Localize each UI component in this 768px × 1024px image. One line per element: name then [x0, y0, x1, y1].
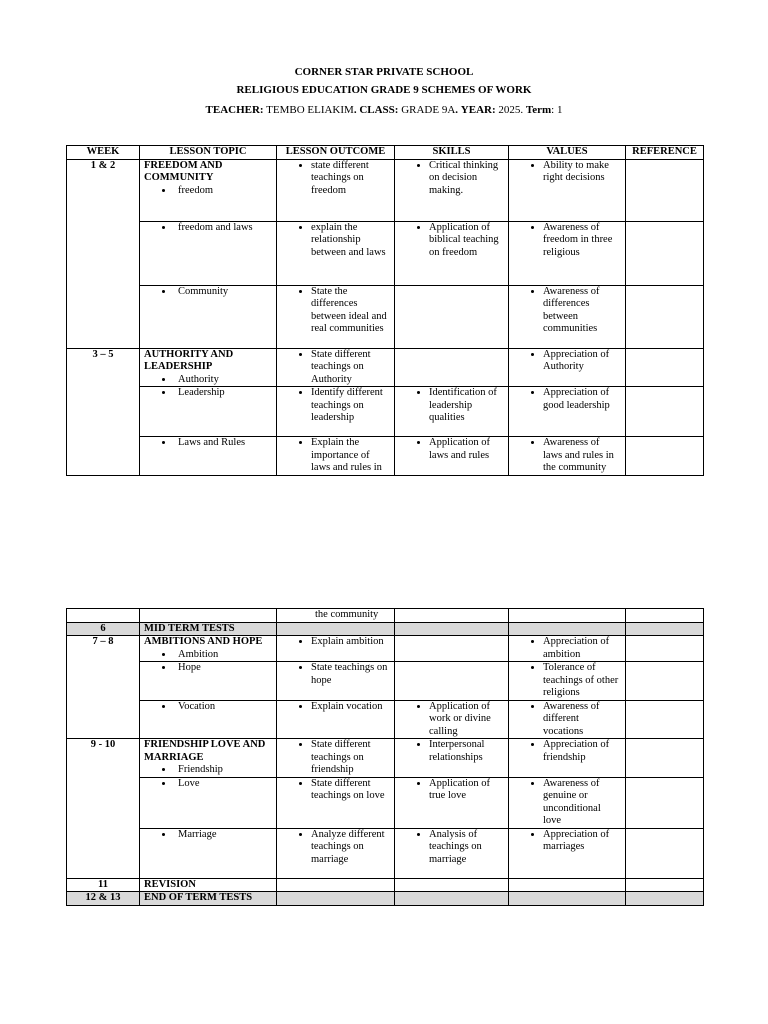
topic-cell: MID TERM TESTS [140, 622, 277, 636]
skills-text: • Application of laws and rules [429, 437, 504, 462]
values-cell [509, 739, 626, 778]
table-row [67, 609, 704, 623]
outcome-text: • State different teachings on love [311, 778, 390, 803]
values-text: • Awareness of different vocations [543, 701, 621, 739]
reference-cell [626, 636, 704, 662]
term-value: : 1 [551, 104, 563, 116]
topic-title: AUTHORITY AND LEADERSHIP [144, 348, 234, 372]
values-text: • Awareness of freedom in three religious [543, 222, 621, 260]
subtopic: • Laws and Rules [174, 437, 272, 450]
outcome-text: • explain the relationship between and laws [311, 222, 390, 260]
outcome-text: • Explain vocation [311, 701, 390, 714]
topic-cell [140, 609, 277, 623]
class-label: CLASS: [359, 104, 399, 116]
reference-cell [626, 285, 704, 348]
outcome-text: • State different teachings on Authority [311, 349, 390, 387]
table-row [67, 437, 704, 476]
skills-cell [395, 739, 509, 778]
week-cell: 7 – 8 [67, 636, 140, 739]
values-text: • Appreciation of friendship [543, 739, 621, 764]
topic-title: FREEDOM AND COMMUNITY [144, 159, 223, 183]
outcome-text: • State teachings on hope [311, 662, 390, 687]
subtopic: • Love [174, 778, 272, 791]
values-text: • Awareness of differences between communities [543, 286, 621, 336]
topic-cell [140, 636, 277, 662]
scheme-table-page-2 [66, 608, 704, 906]
reference-cell [626, 892, 704, 906]
table-header-row [67, 146, 704, 160]
year-value: 2025. [498, 104, 524, 116]
table-row [67, 159, 704, 221]
outcome-cell [277, 159, 395, 221]
col-week: WEEK [67, 146, 140, 160]
week-cell: 6 [67, 622, 140, 636]
teacher-label: TEACHER: [205, 104, 264, 116]
values-text: • Awareness of genuine or unconditional love [543, 778, 621, 828]
values-cell [509, 159, 626, 221]
values-cell [509, 636, 626, 662]
values-cell [509, 387, 626, 437]
outcome-cell [277, 348, 395, 387]
values-text: • Tolerance of teachings of other religions [543, 662, 621, 700]
subtopic: • Ambition [174, 649, 272, 662]
outcome-cell [277, 437, 395, 476]
skills-cell [395, 348, 509, 387]
outcome-cell [277, 828, 395, 878]
topic-cell [140, 777, 277, 828]
topic-cell [140, 159, 277, 221]
topic-cell [140, 285, 277, 348]
values-cell [509, 609, 626, 623]
outcome-text: • Explain ambition [311, 636, 390, 649]
reference-cell [626, 221, 704, 285]
term-label: Term [525, 104, 552, 116]
topic-cell [140, 221, 277, 285]
values-cell [509, 221, 626, 285]
skills-text: • Interpersonal relationships [429, 739, 504, 764]
reference-cell [626, 662, 704, 701]
skills-text: • Identification of leadership qualities [429, 387, 504, 425]
outcome-cell [277, 878, 395, 892]
skills-cell [395, 609, 509, 623]
topic-cell [140, 437, 277, 476]
values-cell [509, 777, 626, 828]
reference-cell [626, 777, 704, 828]
table-row [67, 348, 704, 387]
skills-cell [395, 221, 509, 285]
values-cell [509, 662, 626, 701]
values-cell [509, 892, 626, 906]
week-cell [67, 609, 140, 623]
values-text: • Appreciation of Authority [543, 349, 621, 374]
subtopic: • Hope [174, 662, 272, 675]
skills-text: • Critical thinking on decision making. [429, 160, 504, 198]
reference-cell [626, 609, 704, 623]
subtopic: • freedom and laws [174, 222, 272, 235]
skills-cell [395, 700, 509, 739]
outcome-cell [277, 636, 395, 662]
values-text: • Appreciation of good leadership [543, 387, 621, 412]
outcome-cell [277, 221, 395, 285]
week-cell: 1 & 2 [67, 159, 140, 348]
outcome-cell [277, 387, 395, 437]
reference-cell [626, 387, 704, 437]
outcome-text: • Identify different teachings on leadership [311, 387, 390, 425]
values-cell [509, 348, 626, 387]
outcome-continuation: the community [277, 609, 395, 623]
values-cell [509, 437, 626, 476]
values-text: • Awareness of laws and rules in the community [543, 437, 621, 475]
outcome-text: • state different teachings on freedom [311, 160, 390, 198]
table-row [67, 878, 704, 892]
topic-title: AMBITIONS AND HOPE [144, 636, 263, 647]
table-row [67, 221, 704, 285]
table-row [67, 892, 704, 906]
table-row [67, 700, 704, 739]
col-skills: SKILLS [395, 146, 509, 160]
skills-cell [395, 437, 509, 476]
col-values: VALUES [509, 146, 626, 160]
skills-cell [395, 662, 509, 701]
table-row [67, 622, 704, 636]
topic-cell [140, 828, 277, 878]
week-cell: 9 - 10 [67, 739, 140, 879]
subtopic: • Friendship [174, 764, 272, 777]
skills-text: • Application of work or divine calling [429, 701, 504, 739]
outcome-cell [277, 662, 395, 701]
skills-cell [395, 387, 509, 437]
skills-cell [395, 622, 509, 636]
outcome-cell [277, 739, 395, 778]
week-cell: 11 [67, 878, 140, 892]
outcome-text: • State the differences between ideal and real communities [311, 286, 390, 336]
table-row [67, 828, 704, 878]
skills-cell [395, 159, 509, 221]
skills-cell [395, 636, 509, 662]
skills-text: • Application of true love [429, 778, 504, 803]
reference-cell [626, 739, 704, 778]
values-text: • Appreciation of ambition [543, 636, 621, 661]
reference-cell [626, 159, 704, 221]
col-reference: REFERENCE [626, 146, 704, 160]
week-cell: 12 & 13 [67, 892, 140, 906]
outcome-text: • Explain the importance of laws and rules in [311, 437, 390, 475]
table-row [67, 662, 704, 701]
reference-cell [626, 437, 704, 476]
skills-text: • Analysis of teachings on marriage [429, 829, 504, 867]
year-label: YEAR: [460, 104, 496, 116]
values-text: • Ability to make right decisions [543, 160, 621, 185]
outcome-cell [277, 892, 395, 906]
outcome-cell [277, 777, 395, 828]
outcome-text: • Analyze different teachings on marriage [311, 829, 390, 867]
values-text: • Appreciation of marriages [543, 829, 621, 854]
document-title: RELIGIOUS EDUCATION GRADE 9 SCHEMES OF WORK [236, 84, 532, 96]
skills-text: • Application of biblical teaching on freedom [429, 222, 504, 260]
skills-cell [395, 892, 509, 906]
teacher-class-line: TEACHER: TEMBO ELIAKIM. CLASS: GRADE 9A. YEAR: 2025. Term: 1 [205, 104, 563, 116]
school-name: CORNER STAR PRIVATE SCHOOL [294, 66, 474, 78]
values-cell [509, 878, 626, 892]
reference-cell [626, 828, 704, 878]
subtopic: • Vocation [174, 701, 272, 714]
subtopic: • Community [174, 286, 272, 299]
table-row [67, 387, 704, 437]
reference-cell [626, 622, 704, 636]
outcome-cell [277, 285, 395, 348]
reference-cell [626, 348, 704, 387]
reference-cell [626, 700, 704, 739]
subtopic: • Marriage [174, 829, 272, 842]
topic-cell [140, 662, 277, 701]
topic-cell [140, 348, 277, 387]
table-row [67, 285, 704, 348]
skills-cell [395, 285, 509, 348]
skills-cell [395, 777, 509, 828]
values-cell [509, 828, 626, 878]
teacher-name: TEMBO ELIAKIM [266, 104, 354, 116]
table-row [67, 739, 704, 778]
subtopic: • freedom [174, 185, 272, 198]
subtopic: • Authority [174, 374, 272, 387]
outcome-cell [277, 622, 395, 636]
outcome-cell [277, 700, 395, 739]
col-lesson-topic: LESSON TOPIC [140, 146, 277, 160]
topic-cell: END OF TERM TESTS [140, 892, 277, 906]
scheme-table-page-1 [66, 145, 704, 476]
topic-cell [140, 739, 277, 778]
values-cell [509, 285, 626, 348]
subtopic: • Leadership [174, 387, 272, 400]
topic-cell [140, 387, 277, 437]
topic-cell [140, 700, 277, 739]
values-cell [509, 700, 626, 739]
skills-cell [395, 828, 509, 878]
topic-cell: REVISION [140, 878, 277, 892]
skills-cell [395, 878, 509, 892]
week-cell: 3 – 5 [67, 348, 140, 475]
col-lesson-outcome: LESSON OUTCOME [277, 146, 395, 160]
class-value: GRADE 9A [401, 104, 456, 116]
table-row [67, 777, 704, 828]
outcome-text: • State different teachings on friendship [311, 739, 390, 777]
reference-cell [626, 878, 704, 892]
table-row [67, 636, 704, 662]
topic-title: FRIENDSHIP LOVE AND MARRIAGE [144, 739, 266, 763]
values-cell [509, 622, 626, 636]
